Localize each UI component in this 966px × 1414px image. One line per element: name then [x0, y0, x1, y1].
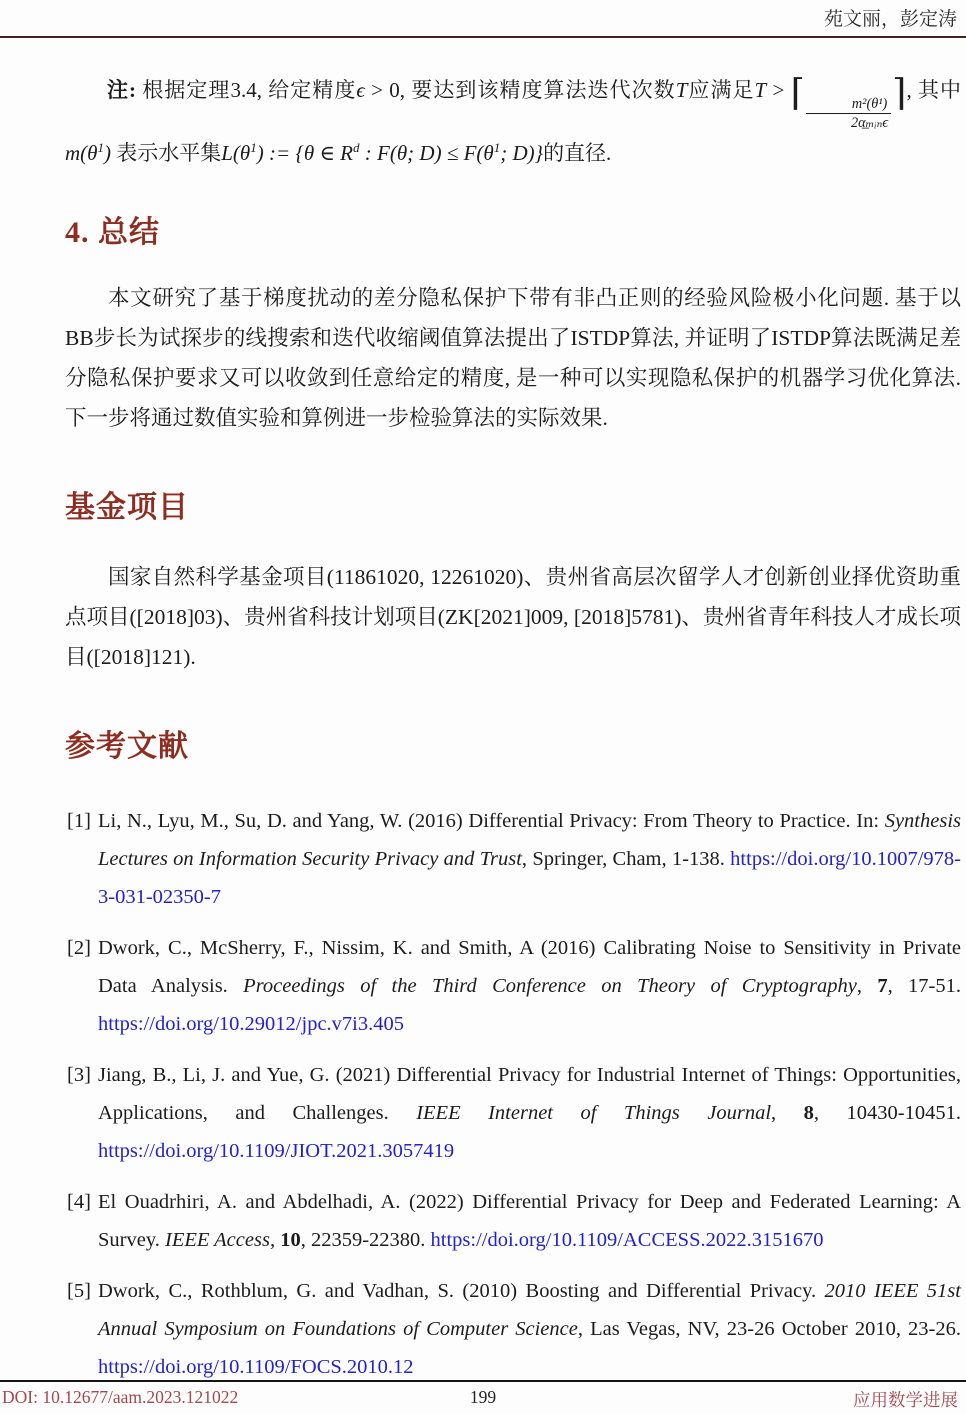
footer-row — [0, 1382, 966, 1412]
theorem-note-paragraph — [65, 70, 961, 173]
doi-link[interactable]: https://doi.org/10.29012/jpc.v7i3.405 — [98, 1012, 404, 1035]
text-segment: IEEE Internet of Things Journal — [416, 1101, 772, 1124]
text-segment: 的直径. — [543, 140, 612, 165]
text-segment: ) — [104, 140, 117, 165]
text-segment: d — [353, 139, 360, 155]
text-segment: 表示水平集 — [116, 140, 222, 165]
text-segment: ; D)} — [500, 140, 544, 165]
reference-text — [98, 937, 961, 1035]
text-segment: 1 — [250, 139, 257, 155]
text-segment: 2010 IEEE 51st Annual Symposium on Foundations of Computer Science — [98, 1279, 961, 1340]
footer-page-number: 199 — [469, 1387, 497, 1407]
text-segment: , Las Vegas, NV, 23-26 October 2010, 23-26. — [577, 1317, 961, 1340]
footer-doi: DOI: 10.12677/aam.2023.121022 — [2, 1387, 239, 1407]
text-segment: , 10430-10451. — [813, 1101, 961, 1124]
section-heading-funding: 基金项目 — [65, 490, 189, 524]
math-fraction — [805, 95, 892, 133]
reference-text — [98, 1191, 961, 1251]
text-segment: Synthesis Lectures on Information Security Privacy and Trust — [98, 809, 961, 870]
text-segment: ) := {θ ∈ R — [256, 140, 354, 165]
reference-marker: [2] — [67, 936, 91, 959]
text-segment: El Ouadrhiri, A. and Abdelhadi, A. (2022) Differential Privacy for Deep and Federated Learning: A Survey. — [98, 1190, 961, 1251]
reference-item-2 — [65, 929, 961, 1043]
text-segment: , 17-51. — [887, 974, 961, 997]
reference-text — [98, 810, 961, 908]
reference-marker: [5] — [67, 1279, 91, 1302]
text-segment: Jiang, B., Li, J. and Yue, G. (2021) Differential Privacy for Industrial Internet of Things: Opportunities, Applications, and Challenges. — [98, 1063, 961, 1124]
text-segment: ⌈ — [790, 72, 805, 114]
reference-marker: [1] — [67, 809, 91, 832]
reference-list — [65, 802, 961, 1386]
text-segment: Li, N., Lyu, M., Su, D. and Yang, W. (2016) Differential Privacy: From Theory to Practice. In: — [98, 809, 885, 832]
text-segment: > 0, 要达到该精度算法迭代次数 — [364, 78, 676, 102]
section-heading-summary: 4. 总结 — [65, 215, 160, 249]
reference-item-1 — [65, 802, 961, 916]
text-segment: IEEE Access — [165, 1228, 270, 1251]
reference-marker: [3] — [67, 1063, 91, 1086]
reference-item-4 — [65, 1183, 961, 1259]
text-segment: L(θ — [221, 140, 251, 165]
reference-item-3 — [65, 1056, 961, 1170]
text-segment: T — [754, 78, 767, 102]
reference-text — [98, 1280, 961, 1378]
section-heading-references: 参考文献 — [65, 729, 189, 763]
reference-text — [98, 1064, 961, 1162]
text-segment: Dwork, C., Rothblum, G. and Vadhan, S. (2010) Boosting and Differential Privacy. — [98, 1279, 825, 1302]
text-segment: 8 — [803, 1101, 814, 1124]
doi-link[interactable]: https://doi.org/10.1109/ACCESS.2022.3151670 — [430, 1228, 824, 1251]
text-segment: 1 — [493, 139, 501, 155]
page-content — [65, 38, 961, 1399]
doi-link[interactable]: https://doi.org/10.1109/FOCS.2010.12 — [98, 1355, 414, 1378]
text-segment: 7 — [877, 974, 888, 997]
text-segment: 注: — [107, 78, 137, 102]
text-segment: ϵ — [356, 78, 365, 102]
text-segment: : F(θ; D) ≤ F(θ — [359, 140, 494, 165]
text-segment: 应满足 — [687, 78, 755, 102]
page-footer — [0, 1380, 966, 1412]
text-segment: , 其中 — [906, 78, 962, 102]
text-segment: > — [766, 78, 791, 102]
fraction-denominator: 2α̲ₘᵢₙϵ — [850, 115, 889, 132]
text-segment: 10 — [280, 1228, 301, 1251]
text-segment: m(θ — [65, 140, 98, 165]
text-segment: ⌉ — [892, 72, 907, 114]
fraction-numerator: m²(θ¹) — [806, 95, 891, 115]
text-segment: , 22359-22380. — [300, 1228, 431, 1251]
page-header — [0, 4, 957, 31]
doi-link[interactable]: https://doi.org/10.1109/JIOT.2021.3057419 — [98, 1139, 455, 1162]
reference-item-5 — [65, 1272, 961, 1386]
text-segment: , — [771, 1101, 804, 1124]
reference-marker: [4] — [67, 1190, 91, 1213]
header-authors: 苑文丽，彭定涛 — [823, 9, 957, 30]
funding-paragraph: 国家自然科学基金项目(11861020, 12261020)、贵州省高层次留学人才创新创业择优资助重点项目([2018]03)、贵州省科技计划项目(ZK[2021]009, [2018]5781)、贵州省青年科技人才成长项目([2018]121). — [65, 564, 961, 669]
text-segment: 根据定理3.4, 给定精度 — [136, 78, 357, 102]
summary-paragraph: 本文研究了基于梯度扰动的差分隐私保护下带有非凸正则的经验风险极小化问题. 基于以BB步长为试探步的线搜索和迭代收缩阈值算法提出了ISTDP算法, 并证明了ISTDP算法既满足差分隐私保护要求又可以收敛到任意给定的精度, 是一种可以实现隐私保护的机器学习优化算法. 下一步将通过数值实验和算例进一步检验算法的实际效果. — [65, 285, 961, 430]
doi-link[interactable]: https://doi.org/10.1007/978-3-031-02350-7 — [98, 847, 961, 908]
text-segment: , — [269, 1228, 281, 1251]
text-segment: , Springer, Cham, 1-138. — [521, 847, 731, 870]
text-segment: , — [856, 974, 878, 997]
text-segment: Proceedings of the Third Conference on Theory of Cryptography — [243, 974, 857, 997]
text-segment: Dwork, C., McSherry, F., Nissim, K. and Smith, A (2016) Calibrating Noise to Sensitivity in Private Data Analysis. — [98, 936, 961, 997]
text-segment: T — [675, 78, 688, 102]
text-segment: 1 — [97, 139, 104, 155]
footer-journal-name: 应用数学进展 — [853, 1390, 958, 1410]
